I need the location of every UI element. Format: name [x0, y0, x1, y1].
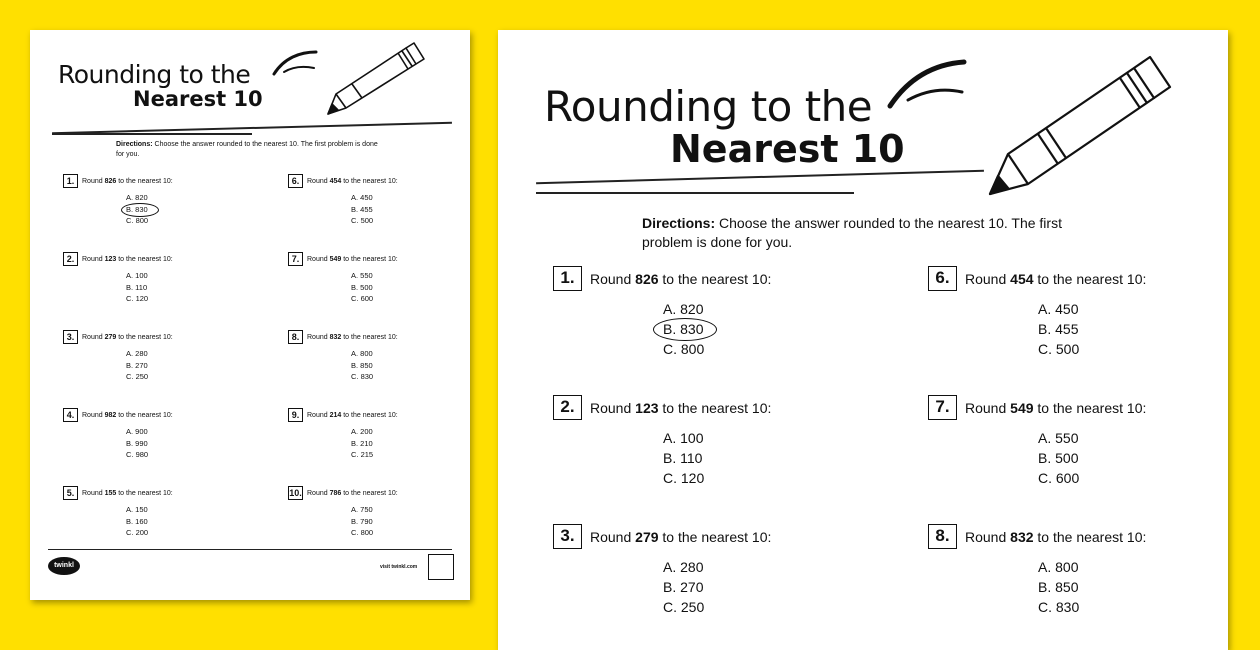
question-1 — [553, 266, 771, 359]
question-value: 279 — [635, 528, 659, 545]
answer-option[interactable]: C. 600 — [351, 294, 374, 303]
answer-options — [1038, 428, 1146, 488]
question-prompt — [288, 486, 398, 500]
answer-options — [351, 270, 398, 305]
answer-option[interactable]: B. 850 — [1038, 579, 1079, 595]
question-number: 2. — [553, 395, 582, 420]
question-value: 549 — [1010, 399, 1034, 416]
question-suffix: to the nearest 10: — [343, 489, 398, 497]
answer-option[interactable]: A. 100 — [663, 430, 704, 446]
answer-option[interactable]: C. 200 — [126, 528, 149, 537]
question-value: 786 — [329, 489, 342, 497]
question-prompt — [928, 524, 1146, 549]
question-value: 832 — [1010, 528, 1034, 545]
question-prefix: Round — [965, 528, 1007, 545]
question-prefix: Round — [82, 177, 103, 185]
answer-option[interactable]: B. 850 — [351, 360, 373, 370]
question-3 — [553, 524, 771, 617]
question-number: 2. — [63, 252, 78, 266]
directions-text: Choose the answer rounded to the nearest 10. The first problem is done for you. — [642, 215, 1062, 250]
answer-option[interactable]: C. 980 — [126, 450, 149, 459]
answer-option[interactable]: A. 820 — [126, 193, 148, 202]
answer-options — [351, 426, 398, 461]
question-suffix: to the nearest 10: — [118, 255, 173, 263]
question-suffix: to the nearest 10: — [118, 177, 173, 185]
question-suffix: to the nearest 10: — [343, 333, 398, 341]
question-number: 8. — [928, 524, 957, 549]
question-prefix: Round — [82, 411, 103, 419]
question-prefix: Round — [307, 255, 328, 263]
question-prompt — [63, 252, 173, 266]
question-prefix: Round — [965, 399, 1007, 416]
answer-options — [663, 557, 771, 617]
answer-option[interactable]: B. 160 — [126, 516, 148, 526]
answer-options — [126, 426, 173, 461]
answer-option[interactable]: B. 270 — [126, 360, 148, 370]
question-1 — [63, 174, 173, 227]
answer-option[interactable]: C. 830 — [1038, 599, 1080, 615]
answer-option[interactable]: A. 550 — [1038, 430, 1079, 446]
worksheet-preview-small — [30, 30, 470, 600]
title-underline-1 — [536, 170, 984, 184]
answer-option[interactable]: B. 790 — [351, 516, 373, 526]
answer-option[interactable]: A. 800 — [1038, 559, 1079, 575]
question-number: 1. — [63, 174, 78, 188]
question-number: 7. — [928, 395, 957, 420]
answer-option[interactable]: B. 110 — [663, 450, 703, 466]
twinkl-logo-icon: twinkl — [48, 557, 80, 575]
answer-options — [126, 270, 173, 305]
answer-option[interactable]: C. 250 — [126, 372, 149, 381]
question-5 — [63, 486, 173, 539]
answer-option[interactable]: B. 830 — [126, 204, 173, 216]
answer-option[interactable]: C. 600 — [1038, 470, 1080, 486]
question-prefix: Round — [590, 399, 632, 416]
question-prefix: Round — [590, 270, 632, 287]
question-prefix: Round — [82, 255, 103, 263]
answer-option[interactable]: A. 150 — [126, 505, 148, 514]
question-8 — [288, 330, 398, 383]
footer-rule — [48, 549, 452, 550]
question-suffix: to the nearest 10: — [1037, 270, 1147, 287]
title-line-1: Rounding to the — [58, 60, 251, 89]
answer-option[interactable]: A. 450 — [1038, 301, 1079, 317]
page-title — [58, 62, 263, 110]
answer-option[interactable]: B. 500 — [1038, 450, 1079, 466]
question-suffix: to the nearest 10: — [343, 177, 398, 185]
question-suffix: to the nearest 10: — [662, 399, 772, 416]
directions-label: Directions: — [642, 215, 716, 231]
question-prompt — [553, 266, 771, 291]
directions-text: Choose the answer rounded to the nearest 10. The first problem is done for you. — [116, 141, 378, 158]
answer-option[interactable]: A. 280 — [126, 349, 148, 358]
question-2 — [553, 395, 771, 488]
footer-url: visit twinkl.com — [380, 564, 418, 570]
question-value: 123 — [104, 255, 117, 263]
question-number: 6. — [288, 174, 303, 188]
answer-options — [126, 192, 173, 227]
title-underline-2 — [52, 133, 252, 135]
page-title — [544, 82, 905, 171]
answer-option[interactable]: B. 990 — [126, 438, 148, 448]
question-7 — [288, 252, 398, 305]
question-suffix: to the nearest 10: — [343, 411, 398, 419]
title-underline-1 — [52, 122, 452, 134]
question-prompt — [63, 174, 173, 188]
directions — [642, 214, 1082, 252]
question-prompt — [928, 266, 1146, 291]
question-number: 6. — [928, 266, 957, 291]
question-3 — [63, 330, 173, 383]
answer-option[interactable]: C. 500 — [351, 216, 374, 225]
answer-option[interactable]: A. 200 — [351, 427, 373, 436]
question-prompt — [63, 408, 173, 422]
question-6 — [288, 174, 398, 227]
question-value: 982 — [104, 411, 117, 419]
answer-option[interactable]: A. 750 — [351, 505, 373, 514]
directions — [116, 140, 386, 160]
question-number: 3. — [553, 524, 582, 549]
question-10 — [288, 486, 398, 539]
title-line-2: Nearest 10 — [133, 87, 263, 111]
answer-option[interactable]: B. 270 — [663, 579, 704, 595]
question-prefix: Round — [965, 270, 1007, 287]
question-suffix: to the nearest 10: — [118, 333, 173, 341]
swoosh-icon — [270, 48, 320, 78]
worksheet-preview-large — [498, 30, 1228, 650]
answer-option[interactable]: A. 820 — [663, 301, 704, 317]
answer-option[interactable]: C. 830 — [351, 372, 374, 381]
answer-options — [351, 504, 398, 539]
answer-option[interactable]: B. 455 — [351, 204, 373, 214]
question-prompt — [288, 330, 398, 344]
question-prompt — [928, 395, 1146, 420]
question-value: 832 — [329, 333, 342, 341]
answer-options — [1038, 557, 1146, 617]
question-value: 214 — [329, 411, 342, 419]
question-value: 155 — [104, 489, 117, 497]
answer-option[interactable]: C. 500 — [1038, 341, 1080, 357]
answer-options — [1038, 299, 1146, 359]
quality-badge-icon — [428, 554, 454, 580]
question-suffix: to the nearest 10: — [1037, 399, 1147, 416]
answer-option[interactable]: C. 120 — [663, 470, 705, 486]
question-prompt — [553, 524, 771, 549]
answer-options — [126, 348, 173, 383]
answer-options — [663, 299, 771, 359]
question-prefix: Round — [590, 528, 632, 545]
answer-option[interactable]: B. 500 — [351, 282, 373, 292]
answer-option[interactable]: B. 110 — [126, 282, 148, 292]
question-value: 454 — [329, 177, 342, 185]
answer-options — [126, 504, 173, 539]
answer-options — [351, 192, 398, 227]
pencil-icon — [322, 40, 432, 118]
question-prompt — [553, 395, 771, 420]
question-number: 10. — [289, 488, 302, 498]
question-prompt — [288, 408, 398, 422]
question-prefix: Round — [307, 489, 328, 497]
question-prefix: Round — [307, 411, 328, 419]
answer-option[interactable]: C. 215 — [351, 450, 374, 459]
question-prefix: Round — [82, 489, 103, 497]
answer-option[interactable]: A. 800 — [351, 349, 373, 358]
answer-option[interactable]: B. 210 — [351, 438, 373, 448]
question-prefix: Round — [82, 333, 103, 341]
pencil-icon — [984, 48, 1184, 198]
question-number: 8. — [288, 330, 303, 344]
question-suffix: to the nearest 10: — [1037, 528, 1147, 545]
answer-option[interactable]: C. 800 — [663, 341, 705, 357]
answer-option[interactable]: C. 800 — [351, 528, 374, 537]
title-line-1: Rounding to the — [544, 82, 873, 131]
answer-option[interactable]: B. 830 — [663, 319, 771, 339]
question-value: 454 — [1010, 270, 1034, 287]
question-prompt — [63, 486, 173, 500]
question-9 — [288, 408, 398, 461]
answer-option[interactable]: C. 250 — [663, 599, 705, 615]
answer-option[interactable]: C. 800 — [126, 216, 149, 225]
question-prompt — [63, 330, 173, 344]
question-value: 549 — [329, 255, 342, 263]
answer-option[interactable]: A. 450 — [351, 193, 373, 202]
answer-options — [663, 428, 771, 488]
swoosh-icon — [884, 56, 970, 112]
question-suffix: to the nearest 10: — [662, 270, 772, 287]
question-prompt — [288, 252, 398, 266]
question-prefix: Round — [307, 333, 328, 341]
question-number: 4. — [63, 408, 78, 422]
answer-option[interactable]: B. 455 — [1038, 321, 1079, 337]
answer-option[interactable]: A. 550 — [351, 271, 373, 280]
answer-option[interactable]: A. 900 — [126, 427, 148, 436]
question-2 — [63, 252, 173, 305]
question-6 — [928, 266, 1146, 359]
question-suffix: to the nearest 10: — [662, 528, 772, 545]
question-number: 1. — [553, 266, 582, 291]
question-number: 3. — [63, 330, 78, 344]
question-value: 123 — [635, 399, 659, 416]
question-8 — [928, 524, 1146, 617]
answer-options — [351, 348, 398, 383]
question-prefix: Round — [307, 177, 328, 185]
question-4 — [63, 408, 173, 461]
question-number: 9. — [288, 408, 303, 422]
question-7 — [928, 395, 1146, 488]
answer-option[interactable]: A. 280 — [663, 559, 704, 575]
question-value: 279 — [104, 333, 117, 341]
answer-option[interactable]: A. 100 — [126, 271, 148, 280]
question-prompt — [288, 174, 398, 188]
question-number: 7. — [288, 252, 303, 266]
question-suffix: to the nearest 10: — [343, 255, 398, 263]
question-suffix: to the nearest 10: — [118, 489, 173, 497]
title-line-2: Nearest 10 — [670, 127, 905, 171]
question-value: 826 — [635, 270, 659, 287]
answer-option[interactable]: C. 120 — [126, 294, 149, 303]
directions-label: Directions: — [116, 141, 153, 148]
question-value: 826 — [104, 177, 117, 185]
question-suffix: to the nearest 10: — [118, 411, 173, 419]
question-number: 5. — [63, 486, 78, 500]
title-underline-2 — [536, 192, 854, 194]
